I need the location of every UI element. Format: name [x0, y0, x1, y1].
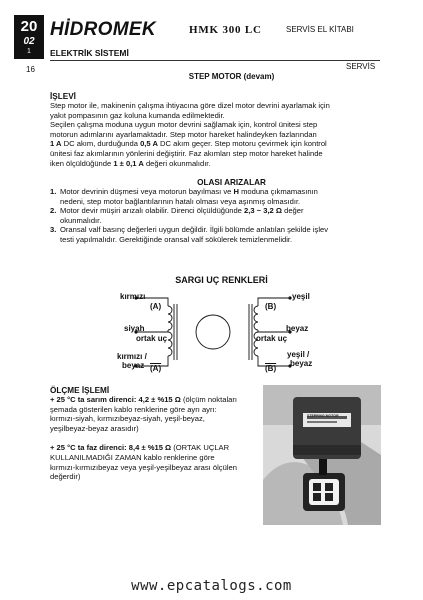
phase-resistance-line-2: KULLANILMADIĞI ZAMAN kablo renklerine göre: [50, 452, 215, 462]
wire-label-green-white-2: beyaz: [290, 359, 313, 368]
phase-a-bar-label: (A): [150, 364, 162, 373]
function-line-4: motorun adımlarını ayarlamaktadır. Step motor hareket halindeyken fazlarından: [50, 129, 317, 139]
chapter-number: 20: [20, 18, 38, 35]
phase-resistance-value: 8,4 ± %15 Ω: [128, 443, 172, 453]
fault-number: 2.: [50, 206, 57, 216]
function-line-6: ünitesi faz akımlarının yönlerini değiştirir. Faz akımları step motor hareket halinde: [50, 148, 323, 158]
winding-resistance-label: + 25 °C ta sarım direnci:: [50, 395, 139, 404]
fault-line-2: okunmalıdır.: [60, 215, 102, 225]
measurement-heading: ÖLÇME İŞLEMİ: [50, 386, 110, 395]
function-line-1: Step motor ile, makinenin çalışma ihtiyacına göre dizel motor devrini ayarlamak için: [50, 101, 330, 110]
diagram-title: SARGI UÇ RENKLERİ: [175, 275, 268, 285]
fault-text: Oransal valf basınç değerleri uygun değildir. İlgili bölümde anlatılan şekilde işlev: [60, 225, 329, 235]
sub-number: 02: [23, 36, 35, 47]
sub-sub-number: 1: [27, 48, 31, 55]
wire-label-green: yeşil: [292, 292, 310, 301]
wire-label-red-white: kırmızı /: [117, 352, 147, 361]
corner-label: SERVİS: [346, 62, 376, 71]
fault-number: 1.: [50, 187, 57, 196]
wire-label-black: siyah: [124, 324, 145, 333]
page-title: STEP MOTOR (devam): [188, 72, 275, 81]
function-line-3: Seçilen çalışma moduna uygun motor devrini sağlamak için, kontrol ünitesi step: [50, 120, 318, 130]
fault-line-1: [60, 206, 380, 216]
function-line-7-pre: iken ölçüldüğünde: [50, 158, 114, 168]
model-name: HMK 300 LC: [189, 24, 262, 36]
motor-label-text: STEPPING MOTOR: [307, 414, 339, 418]
winding-resistance-note: (ölçüm noktaları: [180, 395, 237, 404]
phase-b-bar-label: (B): [265, 364, 277, 373]
wire-label-red: kırmızı: [120, 292, 146, 301]
wire-label-red-white-2: beyaz: [122, 361, 145, 370]
function-line-7: [50, 159, 380, 169]
fault-text: Motor devir müşiri arızalı olabilir. Direnci ölçüldüğünde: [60, 206, 245, 216]
function-line-5-text: DC akım, durduğunda: [61, 139, 141, 149]
fault-bold: H: [233, 187, 239, 196]
step-motor-photo: [263, 385, 381, 525]
fault-item: [50, 187, 380, 206]
brand-logo: HİDROMEK: [50, 19, 156, 40]
wire-label-white: beyaz: [286, 324, 309, 333]
fault-item: [50, 206, 380, 225]
function-line-5: [50, 139, 380, 149]
function-line-2: yakıt pompasının gaz koluna kumanda edilmektedir.: [50, 110, 225, 120]
fault-item: [50, 225, 380, 244]
function-heading: İŞLEVİ: [50, 92, 76, 101]
fault-line-1: [60, 187, 380, 197]
faults-heading: OLASI ARIZALAR: [197, 178, 266, 187]
fault-number: 3.: [50, 225, 57, 235]
phase-resistance-line-1: [50, 443, 265, 453]
current-stopped: 0,5 A: [140, 139, 158, 149]
phase-resistance-note: (ORTAK UÇLAR: [171, 443, 230, 453]
fault-line-2: testi yapılmalıdır. Gerektiğinde oransal valf sökülerek temizlenmelidir.: [60, 234, 293, 244]
winding-resistance-value: 4,2 ± %15 Ω: [138, 395, 181, 404]
fault-text-post: moduna çıkmamasının: [238, 187, 318, 196]
section-title: ELEKTRİK SİSTEMİ: [50, 48, 129, 58]
common-label-a: ortak uç: [136, 334, 168, 343]
phase-b-label: (B): [265, 302, 277, 311]
current-moving: 1 A: [50, 139, 62, 149]
winding-resistance-line-4: yeşilbeyaz-beyaz arasıdır): [50, 423, 139, 433]
function-line-7-post: değeri okunmalıdır.: [143, 158, 211, 168]
fault-text-post: değer: [281, 206, 304, 216]
fault-bold: 2,3 ~ 3,2 Ω: [244, 206, 282, 216]
phase-resistance-line-4: değerdir): [50, 472, 81, 482]
winding-resistance-line-1: [50, 395, 265, 405]
phase-current-value: 1 ± 0,1 A: [113, 158, 144, 168]
page-number: 16: [26, 65, 35, 74]
wire-label-green-white: yeşil /: [287, 350, 310, 359]
winding-resistance-line-3: kırmızı-siyah, kırmızıbeyaz-siyah, yeşil-beyaz,: [50, 414, 205, 424]
fault-line-2: nedeni, step motor bağlantılarının hatalı olması veya aşınmış olmasıdır.: [60, 196, 301, 206]
measurement-section: [50, 386, 265, 482]
footer-website[interactable]: www.epcatalogs.com: [131, 578, 292, 594]
phase-resistance-label: + 25 °C ta faz direnci:: [50, 443, 129, 453]
fault-line-1: [60, 225, 380, 235]
common-label-b: ortak uç: [256, 334, 288, 343]
phase-resistance-line-3: kırmızı-kırmızıbeyaz veya yeşil-yeşilbeyaz arası ölçülen: [50, 462, 237, 472]
function-section: [50, 92, 380, 168]
phase-a-label: (A): [150, 302, 162, 311]
header-rule: [50, 60, 380, 61]
manual-title: SERVİS EL KİTABI: [286, 25, 354, 34]
chapter-badge: [14, 15, 44, 59]
faults-list: [50, 187, 380, 245]
fault-text: Motor devrinin düşmesi veya motorun bayılması ve: [60, 187, 234, 196]
function-line-5-tail: DC akım geçer. Step motoru çevirmek için kontrol: [157, 139, 327, 149]
winding-resistance-line-2: şemada gösterilen kablo renklerine göre ayrı ayrı:: [50, 404, 217, 414]
